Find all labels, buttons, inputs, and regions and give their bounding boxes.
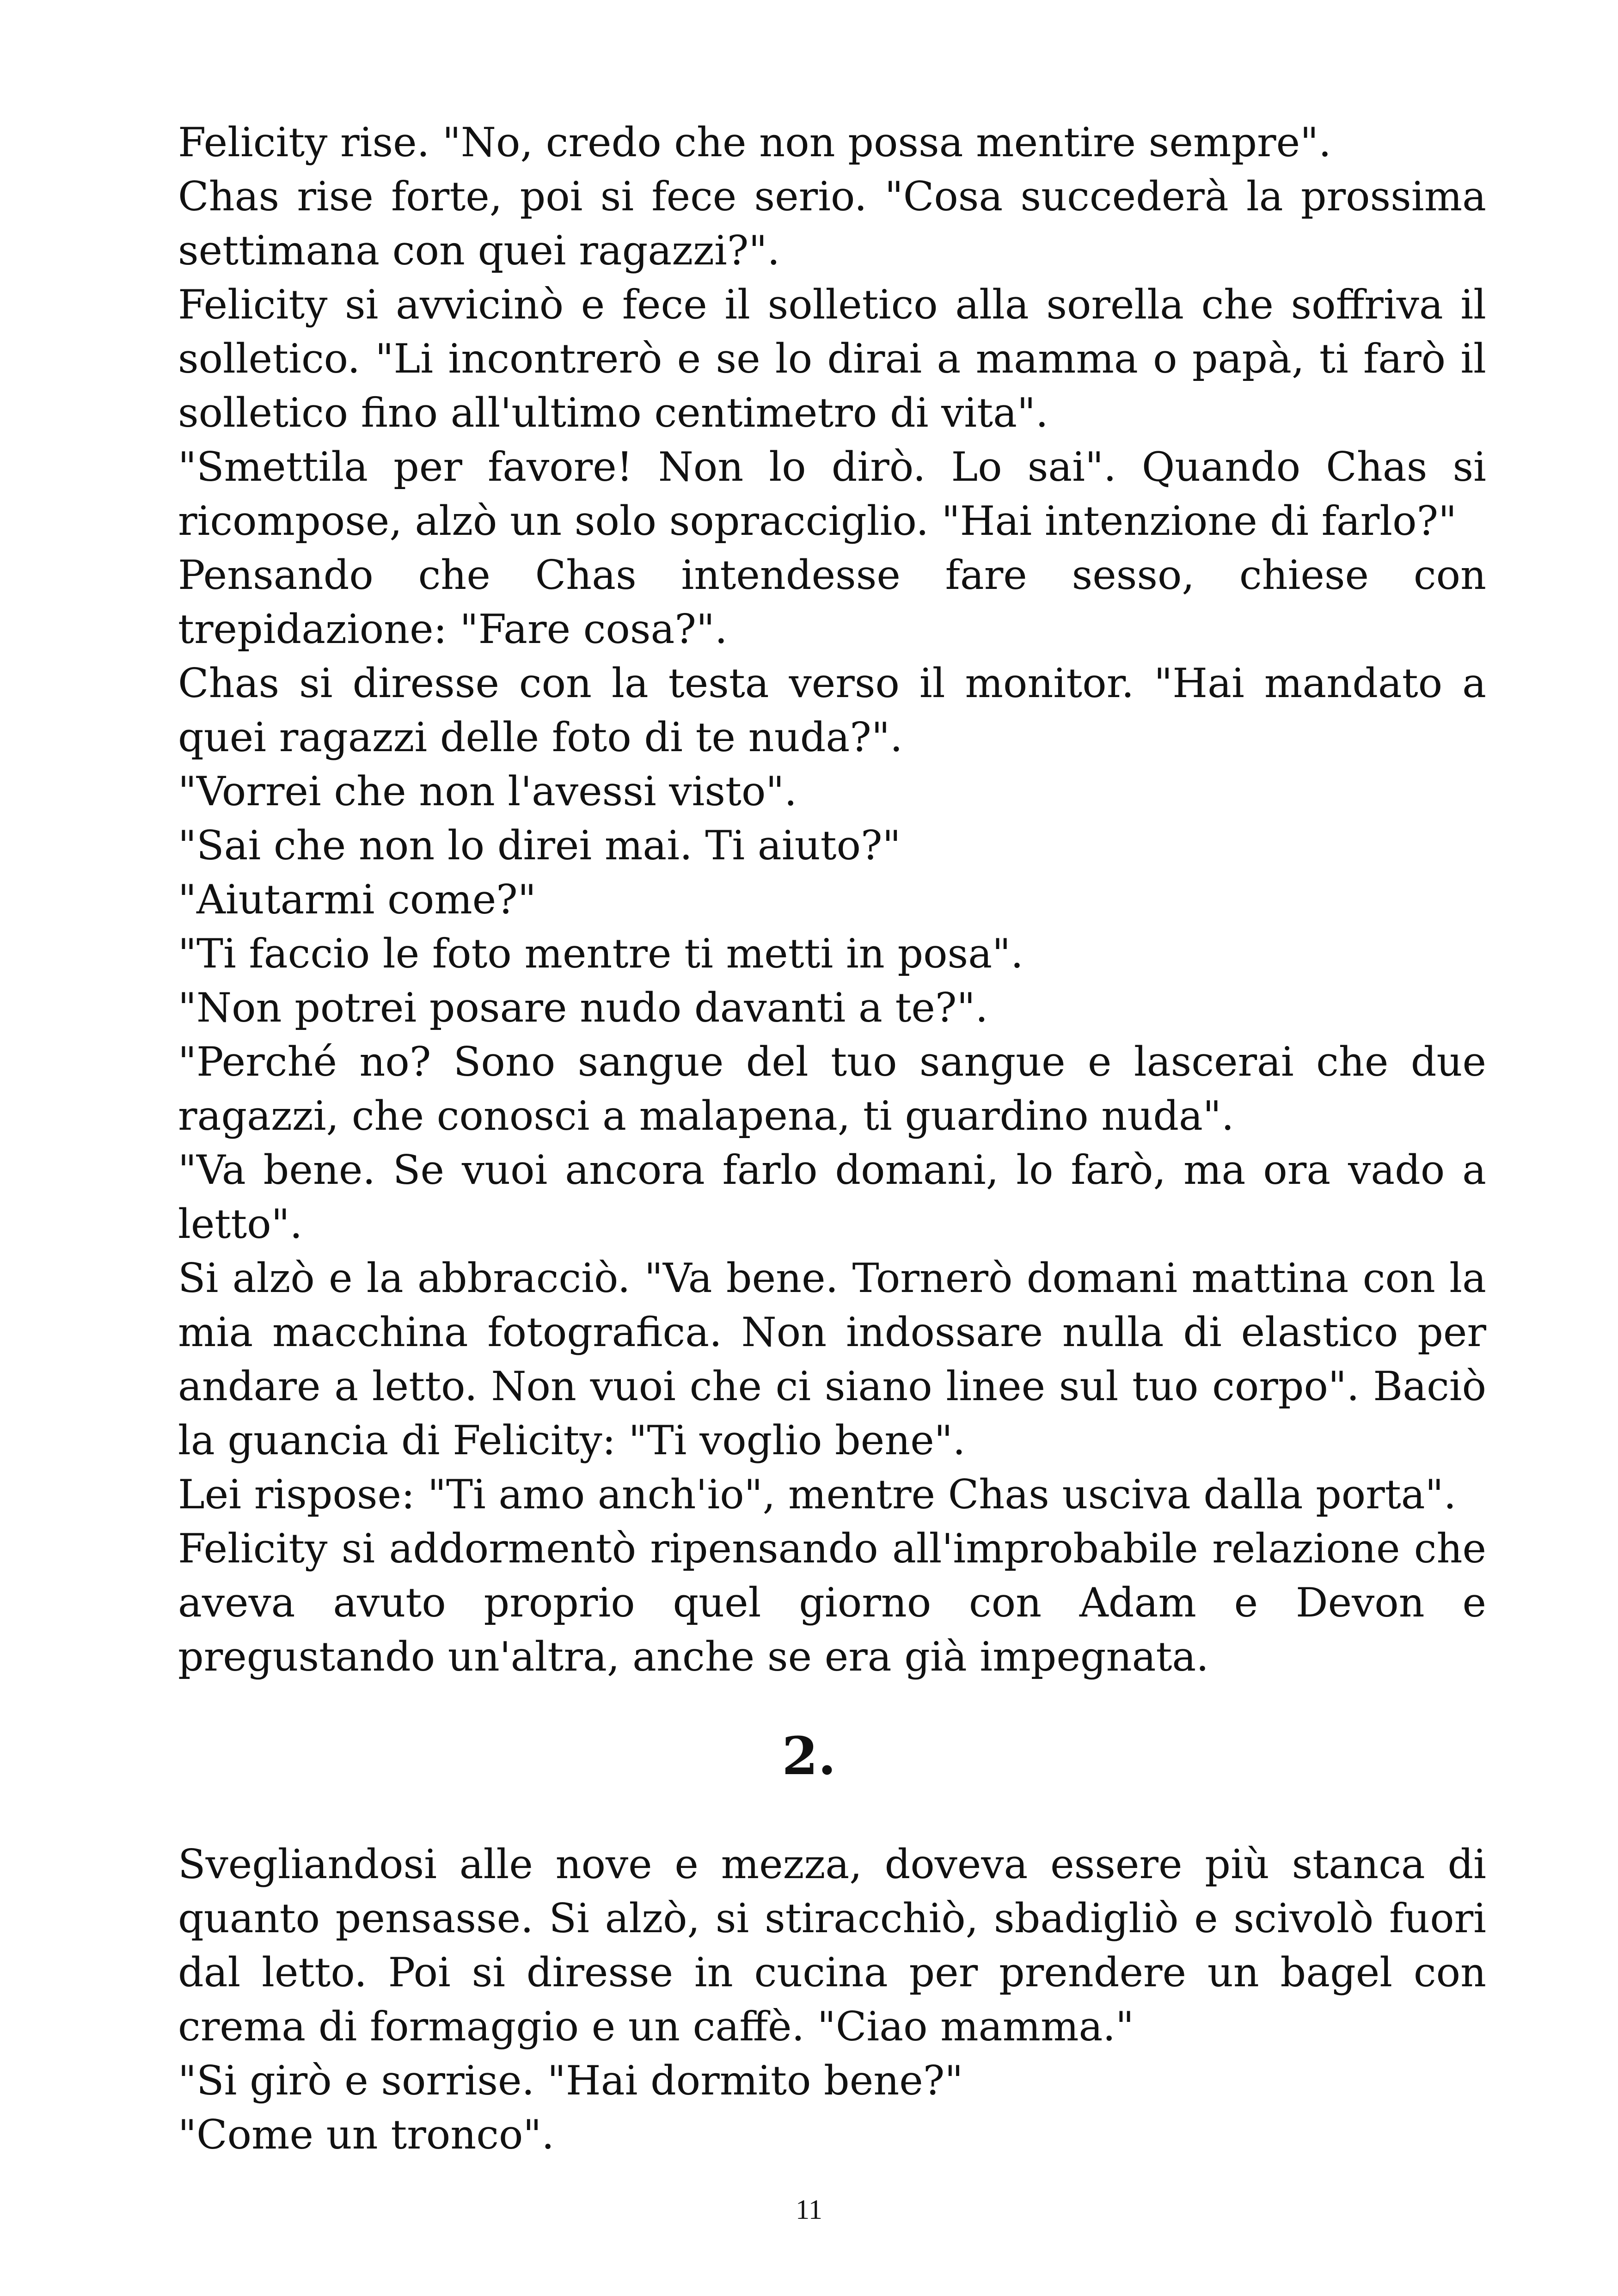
paragraph: Felicity rise. "No, credo che non possa mentire sempre". — [178, 119, 1331, 166]
paragraph: "Si girò e sorrise. "Hai dormito bene?" — [178, 2057, 963, 2104]
paragraph: Pensando che Chas intendesse fare sesso, chiese con trepidazione: "Fare cosa?". — [178, 551, 1486, 653]
paragraph: "Smettila per favore! Non lo dirò. Lo sai". Quando Chas si ricompose, alzò un solo sopracciglio. "Hai intenzione di farlo?" — [178, 443, 1486, 545]
body-text-before-chapter — [178, 116, 1486, 1684]
paragraph: Lei rispose: "Ti amo anch'io", mentre Chas usciva dalla porta". — [178, 1471, 1457, 1518]
paragraph: "Ti faccio le foto mentre ti metti in posa". — [178, 930, 1024, 977]
paragraph: Felicity si addormentò ripensando all'improbabile relazione che aveva avuto proprio quel giorno con Adam e Devon e pregustando un'altra, anche se era già impegnata. — [178, 1525, 1486, 1680]
paragraph: "Sai che non lo direi mai. Ti aiuto?" — [178, 822, 901, 869]
paragraph: "Aiutarmi come?" — [178, 876, 536, 923]
paragraph: "Vorrei che non l'avessi visto". — [178, 768, 797, 815]
paragraph: Chas rise forte, poi si fece serio. "Cosa succederà la prossima settimana con quei ragazzi?". — [178, 173, 1486, 274]
page-number: 11 — [796, 2194, 822, 2225]
paragraph: "Non potrei posare nudo davanti a te?". — [178, 984, 988, 1031]
paragraph: "Come un tronco". — [178, 2111, 555, 2158]
paragraph: "Va bene. Se vuoi ancora farlo domani, lo farò, ma ora vado a letto". — [178, 1146, 1486, 1248]
paragraph: Chas si diresse con la testa verso il monitor. "Hai mandato a quei ragazzi delle foto di te nuda?". — [178, 660, 1486, 761]
paragraph: Felicity si avvicinò e fece il solletico alla sorella che soffriva il solletico. "Li incontrerò e se lo dirai a mamma o papà, ti farò il solletico fino all'ultimo centimetro di vita". — [178, 281, 1486, 436]
body-text-after-chapter — [178, 1837, 1486, 2162]
chapter-heading: 2. — [782, 1726, 836, 1787]
paragraph: Si alzò e la abbracciò. "Va bene. Tornerò domani mattina con la mia macchina fotografica. Non indossare nulla di elastico per andare a letto. Non vuoi che ci siano linee sul tuo corpo". Baciò la guancia di Felicity: "Ti voglio bene". — [178, 1255, 1486, 1464]
paragraph: "Perché no? Sono sangue del tuo sangue e lascerai che due ragazzi, che conosci a malapena, ti guardino nuda". — [178, 1038, 1486, 1139]
paragraph: Svegliandosi alle nove e mezza, doveva essere più stanca di quanto pensasse. Si alzò, si stiracchiò, sbadigliò e scivolò fuori dal letto. Poi si diresse in cucina per prendere un bagel con crema di formaggio e un caffè. "Ciao mamma." — [178, 1841, 1486, 2050]
